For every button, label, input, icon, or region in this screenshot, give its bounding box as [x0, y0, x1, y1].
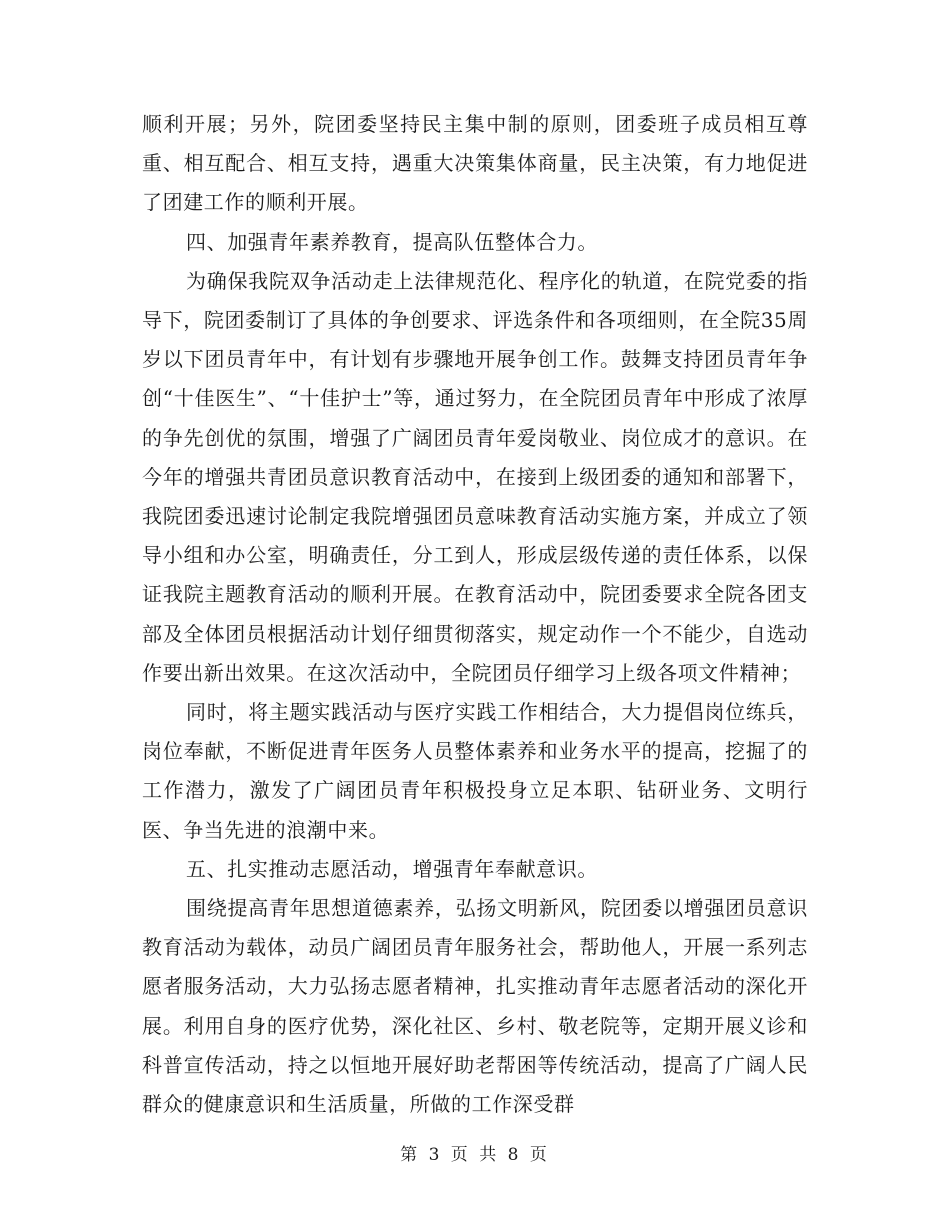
- paragraph-double-contest: 为确保我院双争活动走上法律规范化、程序化的轨道，在院党委的指导下，院团委制订了具体的争创要求、评选条件和各项细则，在全院35周岁以下团员青年中，有计划有步骤地开展争创工作。鼓舞支持团员青年争创“十佳医生”、“十佳护士”等，通过努力，在全院团员青年中形成了浓厚的争先创优的氛围，增强了广阔团员青年爱岗敬业、岗位成才的意识。在今年的增强共青团员意识教育活动中，在接到上级团委的通知和部署下，我院团委迅速讨论制定我院增强团员意味教育活动实施方案，并成立了领导小组和办公室，明确责任，分工到人，形成层级传递的责任体系，以保证我院主题教育活动的顺利开展。在教育活动中，院团委要求全院各团支部及全体团员根据活动计划仔细贯彻落实，规定动作一个不能少，自选动作要出新出效果。在这次活动中，全院团员仔细学习上级各项文件精神；: [142, 268, 808, 685]
- paragraph-practice: 同时，将主题实践活动与医疗实践工作相结合，大力提倡岗位练兵，岗位奉献，不断促进青年医务人员整体素养和业务水平的提高，挖掘了的工作潜力，激发了广阔团员青年积极投身立足本职、钻研业务、文明行医、争当先进的浪潮中来。: [142, 700, 808, 842]
- document-body: [142, 105, 808, 1124]
- section-heading-four: 四、加强青年素养教育，提高队伍整体合力。: [186, 229, 598, 254]
- paragraph-continuation: 顺利开展；另外，院团委坚持民主集中制的原则，团委班子成员相互尊重、相互配合、相互支持，遇重大决策集体商量，民主决策，有力地促进了团建工作的顺利开展。: [142, 112, 808, 215]
- section-heading-five: 五、扎实推动志愿活动，增强青年奉献意识。: [186, 856, 598, 881]
- paragraph-volunteer: 围绕提高青年思想道德素养，弘扬文明新风，院团委以增强团员意识教育活动为载体，动员广阔团员青年服务社会，帮助他人，开展一系列志愿者服务活动，大力弘扬志愿者精神，扎实推动青年志愿者活动的深化开展。利用自身的医疗优势，深化社区、乡村、敬老院等，定期开展义诊和科普宣传活动，持之以恒地开展好助老帮困等传统活动，提高了广阔人民群众的健康意识和生活质量，所做的工作深受群: [142, 896, 808, 1117]
- page-number-footer: 第 3 页 共 8 页: [400, 1145, 550, 1165]
